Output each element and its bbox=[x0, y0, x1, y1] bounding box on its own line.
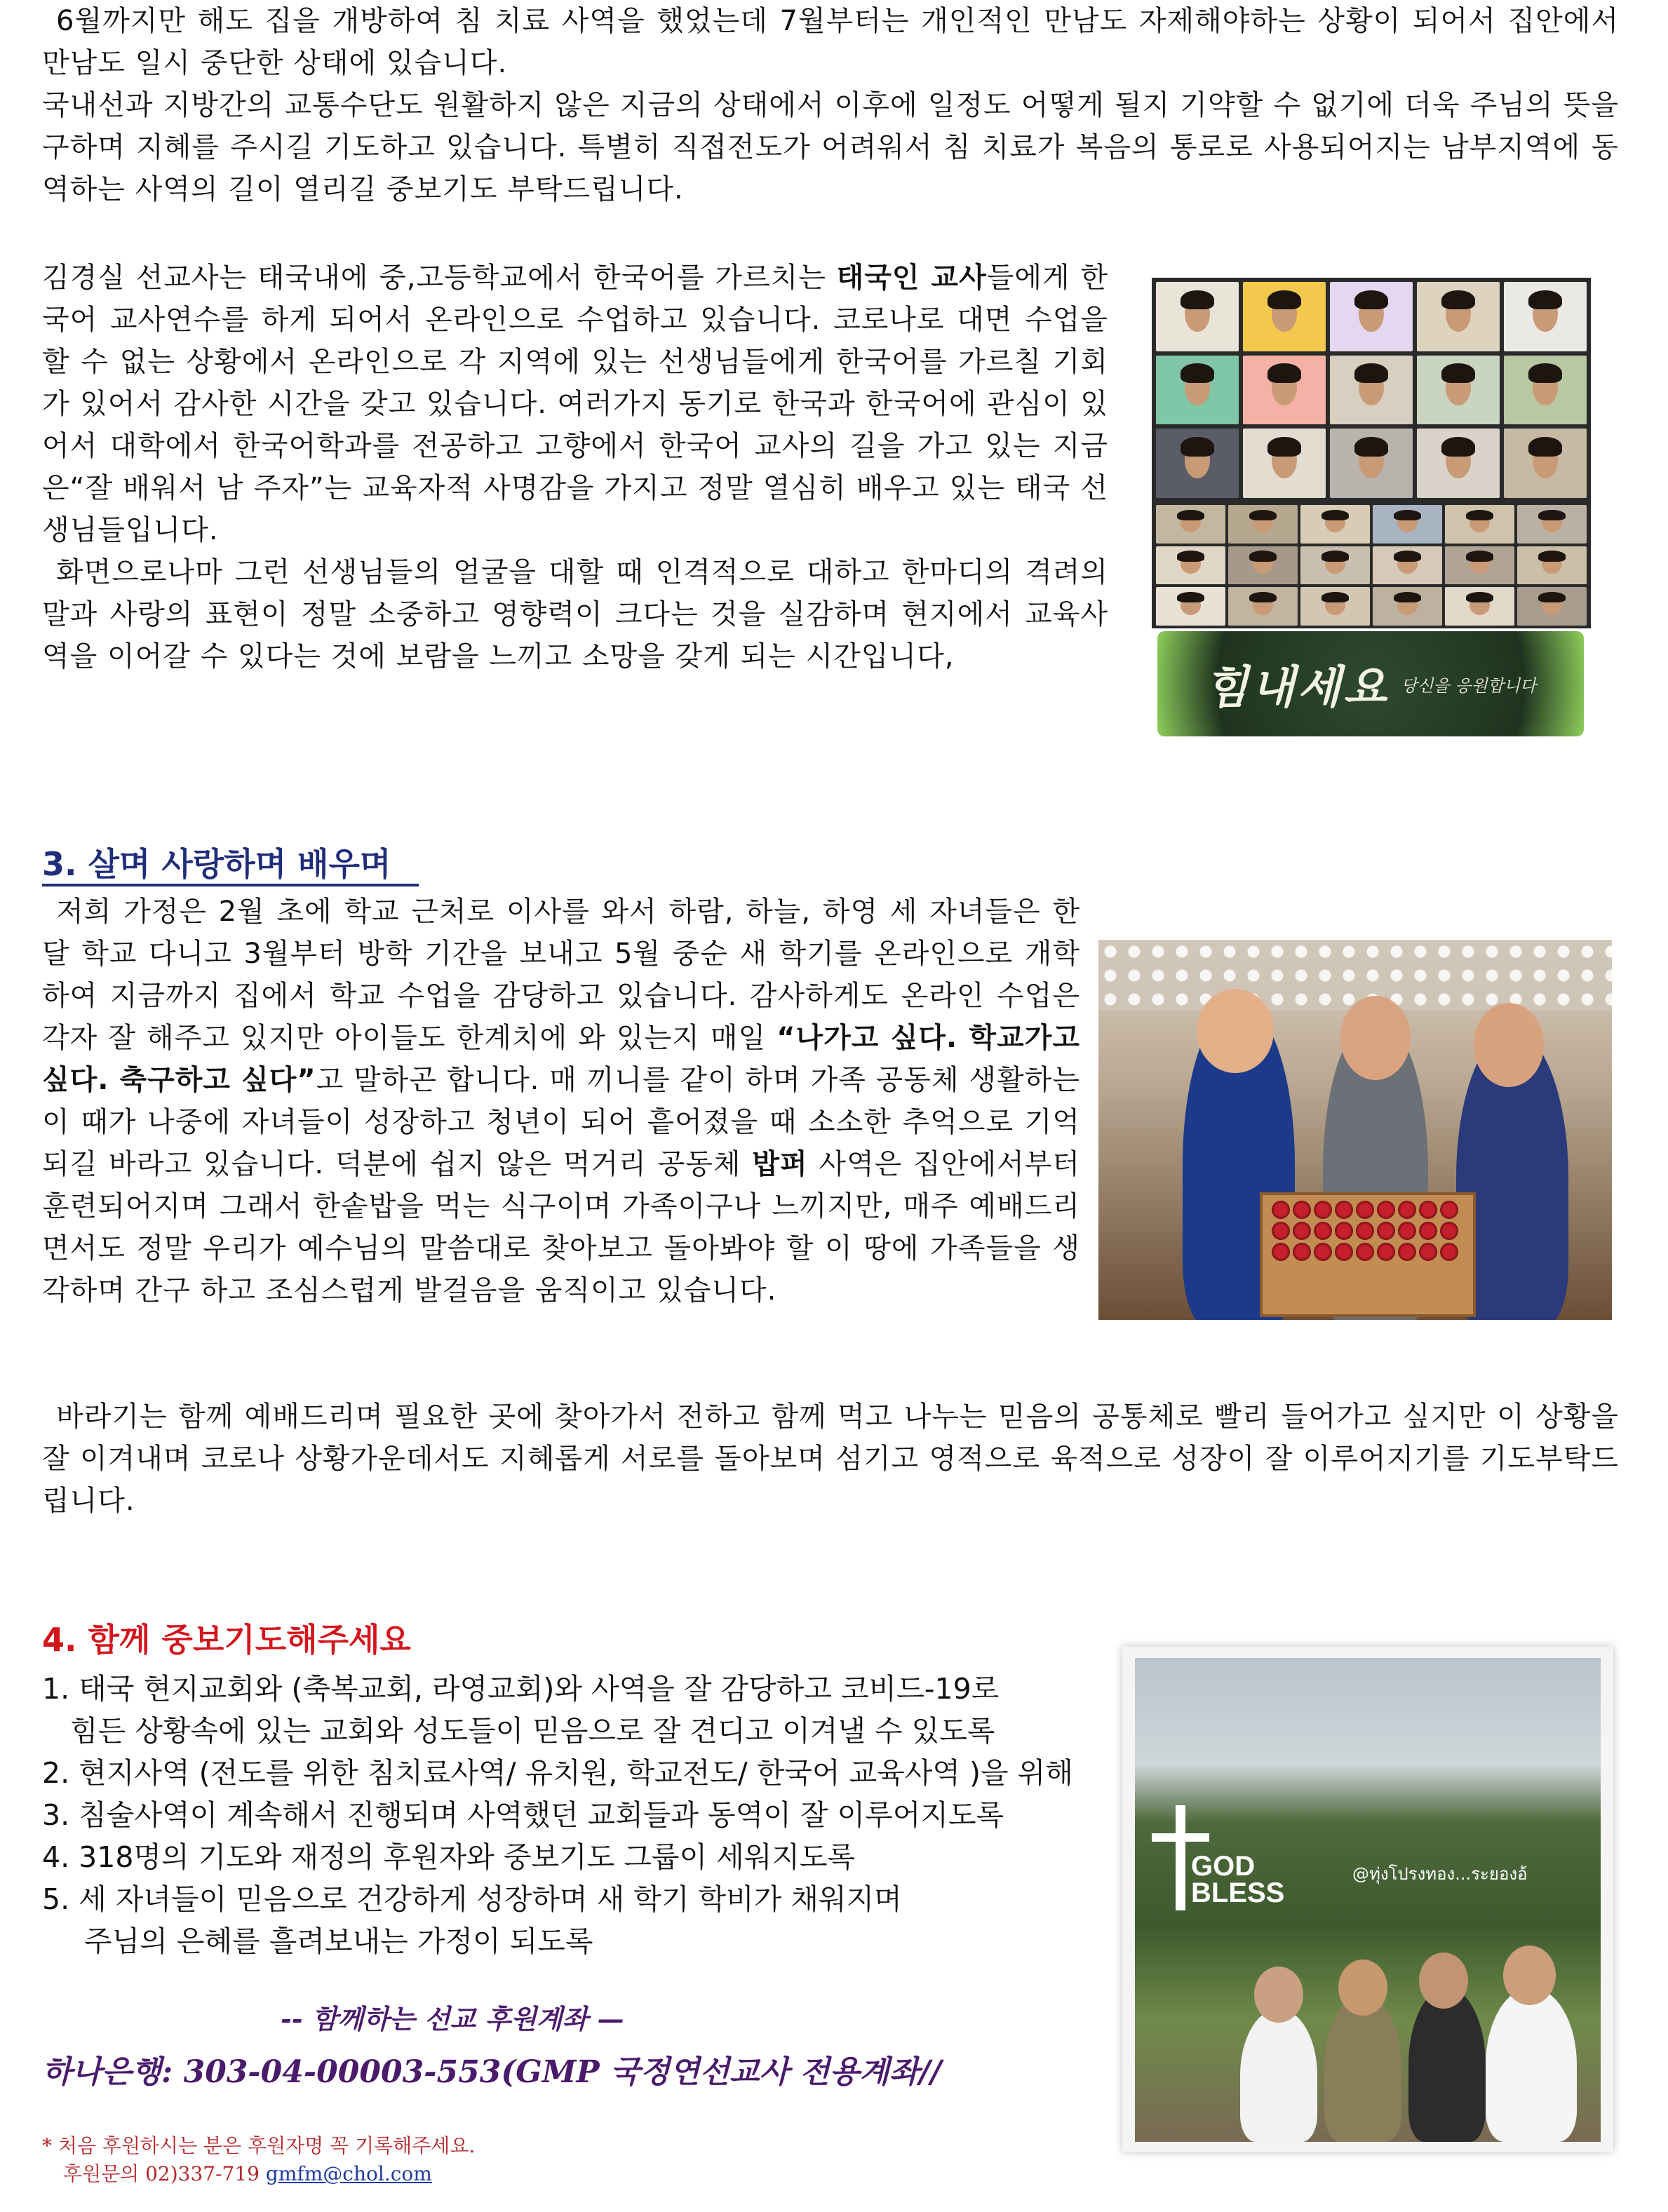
account-number: 하나은행: 303-04-00003-553(GMP 국정연선교사 전용계좌// bbox=[42, 2054, 942, 2090]
prayer-list bbox=[42, 1668, 1073, 1962]
zoom-cell bbox=[1517, 587, 1587, 626]
zoom-cell bbox=[1156, 282, 1239, 351]
god-bless-text: GOD BLESS bbox=[1191, 1851, 1285, 1908]
board-text: 힘내세요 bbox=[1204, 661, 1390, 714]
person bbox=[1197, 989, 1274, 1073]
teaching-block bbox=[42, 257, 1108, 677]
person bbox=[1503, 1945, 1556, 2005]
intro-paragraph-1: 6월까지만 해도 집을 개방하여 침 치료 사역을 했었는데 7월부터는 개인적인 만남도 자제해야하는 상황이 되어서 집안에서 만남도 일시 중단한 상태에 있습니다. bbox=[42, 5, 1619, 79]
person bbox=[1338, 1960, 1387, 2016]
person bbox=[1254, 1967, 1303, 2023]
zoom-cell bbox=[1417, 429, 1500, 498]
zoom-grid-top bbox=[1152, 278, 1591, 502]
zoom-cell bbox=[1373, 587, 1442, 626]
zoom-cell bbox=[1300, 505, 1370, 544]
zoom-cell bbox=[1504, 429, 1587, 498]
email-link[interactable]: gmfm@chol.com bbox=[265, 2162, 432, 2185]
zoom-cell bbox=[1330, 282, 1413, 351]
note-line-2: 후원문의 02)337-719 gmfm@chol.com bbox=[63, 2162, 432, 2185]
prayer-item: 주님의 은혜를 흘려보내는 가정이 되도록 bbox=[84, 1924, 593, 1958]
cross-icon-bar bbox=[1152, 1833, 1209, 1842]
section-3-bappeo: 밥퍼 bbox=[752, 1148, 808, 1180]
zoom-class-photo bbox=[1152, 278, 1591, 628]
zoom-cell bbox=[1228, 546, 1298, 585]
zoom-cell bbox=[1517, 505, 1587, 544]
zoom-grid-bottom bbox=[1152, 502, 1591, 628]
forest-photo-frame bbox=[1122, 1647, 1613, 2152]
person bbox=[1408, 1988, 1486, 2142]
zoom-cell bbox=[1504, 356, 1587, 425]
zoom-cell bbox=[1330, 429, 1413, 498]
zoom-cell bbox=[1504, 282, 1587, 351]
zoom-cell bbox=[1445, 546, 1514, 585]
zoom-cell bbox=[1228, 587, 1298, 626]
section-3-body bbox=[42, 891, 1080, 1311]
prayer-item: 힘든 상황속에 있는 교회와 성도들이 믿음으로 잘 견디고 이겨낼 수 있도록 bbox=[70, 1714, 995, 1748]
zoom-cell bbox=[1373, 546, 1442, 585]
zoom-cell bbox=[1300, 546, 1370, 585]
zoom-cell bbox=[1243, 356, 1326, 425]
teaching-paragraph-1: 김경실 선교사는 태국내에 중,고등학교에서 한국어를 가르치는 태국인 교사들에게 한국어 교사연수를 하게 되어서 온라인으로 수업하고 있습니다. 코로나로 대면 수업을 할 수 없는 상황에서 온라인으로 각 지역에 있는 선생님들에게 한국어를 가르칠 기회가 있어서 감사한 시간을 갖고 있습니다. 여러가지 동기로 한국과 한국어에 관심이 있어서 대학에서 한국어학과를 전공하고 고향에서 한국어 교사의 길을 가고 있는 지금은“잘 배워서 남 주자”는 교육자적 사명감을 가지고 정말 열심히 배우고 있는 태국 선생님들입니다. bbox=[42, 262, 1108, 546]
cross-icon bbox=[1176, 1805, 1185, 1910]
sponsor-note bbox=[42, 2132, 475, 2188]
teaching-bold: 태국인 교사 bbox=[836, 262, 987, 294]
section-3-paragraph-2: 바라기는 함께 예배드리며 필요한 곳에 찾아가서 전하고 함께 먹고 나누는 믿음의 공통체로 빨리 들어가고 싶지만 이 상황을 잘 이겨내며 코로나 상황가운데서도 지혜롭게 서로를 돌아보며 섬기고 영적으로 육적으로 성장이 잘 이루어지기를 기도부탁드립니다. bbox=[42, 1401, 1619, 1517]
prayer-item: 2. 현지사역 (전도를 위한 침치료사역/ 유치원, 학교전도/ 한국어 교육사역 )을 위해 bbox=[42, 1756, 1073, 1790]
section-3-paragraph-1: 저희 가정은 2월 초에 학교 근처로 이사를 와서 하람, 하늘, 하영 세 자녀들은 한 달 학교 다니고 3월부터 방학 기간을 보내고 5월 중순 새 학기를 온라인으로 개학하여 지금까지 집에서 학교 수업을 감당하고 있습니다. 감사하게도 온라인 수업은 각자 잘 해주고 있지만 아이들도 한계치에 와 있는지 매일 “나가고 싶다. 학교가고 싶다. 축구하고 싶다”고 말하곤 합니다. 매 끼니를 같이 하며 가족 공동체 생활하는 이 때가 나중에 자녀들이 성장하고 청년이 되어 흩어졌을 때 소소한 추억으로 기억되길 바라고 있습니다. 덕분에 쉽지 않은 먹거리 공동체 밥퍼 사역은 집안에서부터 훈련되어지며 그래서 한솥밥을 먹는 식구이며 가족이구나 느끼지만, 매주 예배드리면서도 정말 우리가 예수님의 말씀대로 찾아보고 돌아봐야 할 이 땅에 가족들을 생각하며 간구 하고 조심스럽게 발걸음을 움직이고 있습니다. bbox=[42, 896, 1080, 1307]
board-subtext: 당신을 응원합니다 bbox=[1401, 675, 1537, 696]
zoom-cell bbox=[1300, 587, 1370, 626]
prayer-item: 3. 침술사역이 계속해서 진행되며 사역했던 교회들과 동역이 잘 이루어지도록 bbox=[42, 1798, 1004, 1832]
section-4-heading: 4. 함께 중보기도해주세요 bbox=[42, 1621, 411, 1659]
zoom-cell bbox=[1156, 429, 1239, 498]
person bbox=[1474, 1003, 1544, 1087]
prayer-item: 4. 318명의 기도와 재정의 후원자와 중보기도 그룹이 세워지도록 bbox=[42, 1840, 856, 1874]
forest-photo bbox=[1135, 1658, 1601, 2142]
photo-handle: @ทุ่งโปรงทอง...ระยองอ้ bbox=[1352, 1864, 1528, 1884]
person bbox=[1240, 2009, 1317, 2142]
prayer-item: 1. 태국 현지교회와 (축복교회, 라영교회)와 사역을 잘 감당하고 코비드-19로 bbox=[42, 1672, 1000, 1706]
person bbox=[1486, 1988, 1577, 2142]
zoom-cell bbox=[1330, 356, 1413, 425]
zoom-cell bbox=[1156, 587, 1225, 626]
section-3-heading: 3. 살며 사랑하며 배우며 bbox=[42, 844, 419, 886]
zoom-cell bbox=[1517, 546, 1587, 585]
person bbox=[1419, 1953, 1468, 2009]
person bbox=[1340, 996, 1411, 1080]
person bbox=[1324, 1995, 1401, 2142]
zoom-cell bbox=[1417, 356, 1500, 425]
note-line-1: * 처음 후원하시는 분은 후원자명 꼭 기록해주세요. bbox=[42, 2134, 476, 2157]
rambutan-fruit bbox=[1270, 1199, 1460, 1262]
zoom-cell bbox=[1373, 505, 1442, 544]
intro-block bbox=[42, 0, 1619, 210]
zoom-cell bbox=[1156, 505, 1225, 544]
zoom-cell bbox=[1156, 356, 1239, 425]
zoom-cell bbox=[1445, 505, 1514, 544]
section-3-closing bbox=[42, 1396, 1619, 1522]
section-3-quote: “나가고 싶다. 학교가고 싶다. 축구하고 싶다” bbox=[42, 1022, 1080, 1096]
encouragement-board-image bbox=[1157, 631, 1584, 736]
zoom-cell bbox=[1445, 587, 1514, 626]
zoom-cell bbox=[1417, 282, 1500, 351]
intro-paragraph-2: 국내선과 지방간의 교통수단도 원활하지 않은 지금의 상태에서 이후에 일정도 어떻게 될지 기약할 수 없기에 더욱 주님의 뜻을 구하며 지혜를 주시길 기도하고 있습니다. 특별히 직접전도가 어려워서 침 치료가 복음의 통로로 사용되어지는 남부지역에 동역하는 사역의 길이 열리길 중보기도 부탁드립니다. bbox=[42, 89, 1619, 205]
prayer-item: 5. 세 자녀들이 믿음으로 건강하게 성장하며 새 학기 학비가 채워지며 bbox=[42, 1882, 902, 1916]
teaching-paragraph-2: 화면으로나마 그런 선생님들의 얼굴을 대할 때 인격적으로 대하고 한마디의 격려의 말과 사랑의 표현이 정말 소중하고 영향력이 크다는 것을 실감하며 현지에서 교육사역을 이어갈 수 있다는 것에 보람을 느끼고 소망을 갖게 되는 시간입니다, bbox=[42, 556, 1108, 673]
family-photo bbox=[1098, 940, 1612, 1320]
account-title: -- 함께하는 선교 후원계좌 — bbox=[281, 2003, 624, 2035]
zoom-cell bbox=[1156, 546, 1225, 585]
zoom-cell bbox=[1228, 505, 1298, 544]
zoom-cell bbox=[1243, 282, 1326, 351]
zoom-cell bbox=[1243, 429, 1326, 498]
